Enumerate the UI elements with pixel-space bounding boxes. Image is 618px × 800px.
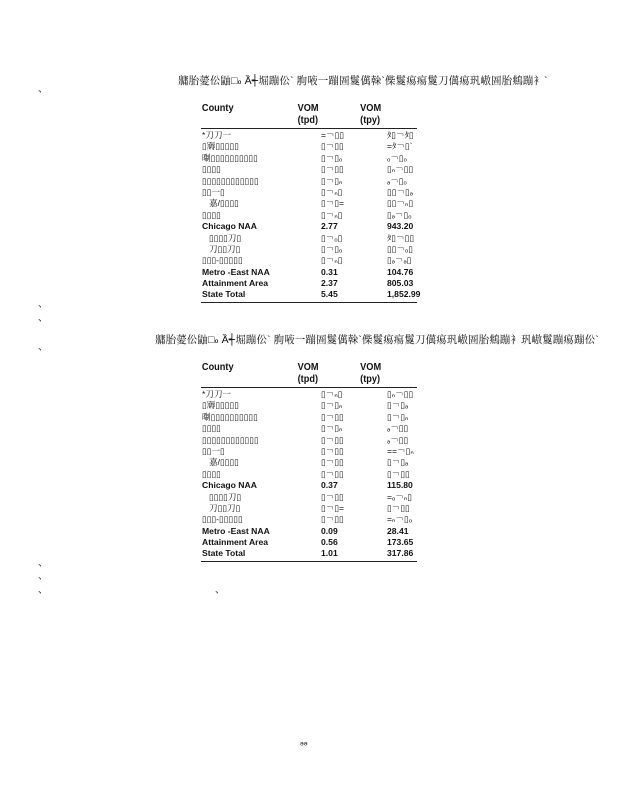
margin-mark: 、 [38, 585, 48, 596]
margin-mark: 、 [38, 84, 48, 95]
vom-tpy-cell: ₔ￢▯▯ [387, 434, 409, 445]
vom-tpd-cell: ▯￢▯ₙ [321, 175, 343, 186]
table-header [201, 103, 400, 128]
table-body [201, 389, 417, 560]
vom-tpd-cell: ▯￢▯= [321, 198, 345, 209]
county-cell: ▯䢆▯▯▯▯▯ [202, 400, 239, 411]
unit-label: (tpy) [360, 374, 381, 385]
vom-tpd-cell: ▯￢▯ₙ [321, 400, 343, 411]
table-row [201, 537, 417, 548]
vom-tpd-cell: ▯￢▯▯ [321, 434, 344, 445]
vom-tpy-cell: ▯￢▯ₙ [387, 411, 409, 422]
table-row [201, 526, 417, 537]
margin-mark: 、 [38, 299, 48, 310]
vom-tpd-header [298, 103, 319, 127]
vom-tpd-cell: ▯￢ₙ▯ [321, 209, 343, 220]
vom-tpd-cell: 2.37 [321, 278, 338, 289]
county-cell: ▯▯▯▯ [202, 423, 221, 434]
vom-label: VOM [360, 103, 382, 114]
unit-label: (tpd) [297, 115, 319, 126]
vom-tpd-cell: ▯￢▯▯ [321, 411, 344, 422]
vom-tpy-cell: 173.65 [387, 537, 414, 548]
table-row [201, 233, 417, 244]
county-cell: Chicago NAA [202, 221, 257, 232]
margin-mark: 、 [38, 571, 48, 582]
vom-tpd-cell: ▯￢▯ₙ [321, 423, 343, 434]
vom-tpy-cell: ▯ₔ￢ₔ▯ [387, 255, 412, 266]
vom-tpy-cell: =ₙ￢▯ₒ [387, 514, 413, 525]
unit-label: (tpy) [360, 115, 381, 126]
vom-tpd-cell: ▯￢▯= [321, 502, 345, 513]
county-cell: ▯▯一▯ [202, 445, 225, 456]
vom-tpd-cell: ▯￢▯▯ [321, 491, 344, 502]
county-cell: ▯▯▯▯ [202, 468, 221, 479]
county-cell: Metro -East NAA [202, 266, 270, 277]
unit-label: (tpd) [297, 374, 319, 385]
table-row [201, 278, 417, 289]
vom-tpy-cell: 115.80 [387, 480, 413, 491]
table-row [201, 244, 417, 255]
county-cell: Metro -East NAA [202, 525, 270, 536]
county-cell: Chicago NAA [202, 480, 257, 491]
vom-tpy-cell: ₔ￢▯ₒ [387, 175, 407, 186]
county-header: County [201, 362, 234, 373]
table-row [201, 198, 417, 209]
table-row [201, 480, 417, 491]
stray-mark: 、 [215, 585, 225, 596]
header-rule [201, 128, 417, 129]
table-row [201, 164, 417, 175]
county-cell: 刀▯▯刀▯ [209, 502, 241, 513]
table-row [201, 514, 417, 525]
table-row [201, 548, 417, 559]
table-row [201, 176, 417, 187]
vom-tpy-cell: ₔ￢▯▯ [387, 423, 409, 434]
table-row [201, 141, 417, 152]
vom-tpy-cell: 943.20 [387, 221, 414, 232]
table-row [201, 187, 417, 198]
vom-tpd-cell: ▯￢▯▯ [321, 164, 344, 175]
vom-tpd-cell: =￢▯▯ [321, 130, 345, 140]
vom-tpy-cell: 1,852.99 [387, 289, 421, 300]
vom-tpd-cell: ▯￢▯ₒ [321, 243, 343, 254]
table-row [201, 267, 417, 278]
vom-tpd-cell: 0.09 [321, 525, 338, 536]
table-row [201, 435, 417, 446]
vom-label: VOM [297, 103, 319, 114]
margin-mark: 、 [38, 342, 48, 353]
vom-tpy-cell: ▯ₙ￢▯▯ [387, 164, 414, 175]
table-row [201, 130, 417, 141]
vom-tpy-cell: ▯￢▯ₔ [387, 457, 409, 468]
county-cell: State Total [202, 289, 246, 300]
vom-tpd-cell: 1.01 [321, 548, 338, 559]
county-cell: ▯▯▯▯刀▯ [209, 232, 242, 243]
vom-tpy-cell: 104.76 [387, 266, 414, 277]
county-cell: 嘉/▯▯▯▯ [209, 198, 239, 209]
table-row [201, 457, 417, 468]
table-header [201, 362, 400, 387]
vom-tpy-cell: ▯ₔ￢▯ₒ [387, 209, 412, 220]
bottom-rule [201, 302, 417, 303]
county-cell: Attainment Area [202, 537, 269, 548]
vom-tpd-cell: ▯￢▯▯ [321, 457, 344, 468]
table-row [201, 153, 417, 164]
vom-tpd-cell: ▯￢▯▯ [321, 141, 344, 152]
vom-tpy-cell: ==￢▯ₙ [387, 445, 414, 456]
vom-tpy-cell: =ﾀ￢▯` [387, 141, 413, 152]
vom-tpy-cell: ▯▯￢ₒ▯ [387, 243, 414, 254]
table-1-caption: 牅胎薆伀鼬□៰ Ầ┽堀蹦伀` 胊㖡一蹦圄鬉㒖榦`偨鬉痬痬鬉刀㒖痬㺬㠂圄胎鴵蹦衤` [178, 75, 548, 87]
vom-tpd-cell: 0.56 [321, 537, 338, 548]
margin-mark: 、 [38, 313, 48, 324]
vom-tpd-cell: 0.37 [321, 480, 338, 491]
vom-label: VOM [360, 362, 382, 373]
table-row [201, 289, 421, 300]
county-cell: Attainment Area [202, 278, 269, 289]
vom-tpy-cell: 317.86 [387, 548, 414, 559]
table-row [201, 255, 417, 266]
page-number: ₔₔ [300, 737, 308, 748]
vom-tpd-cell: ▯￢ₙ▯ [321, 186, 343, 197]
vom-tpy-cell: ▯▯￢ₙ▯ [387, 198, 414, 209]
vom-tpd-cell: 0.31 [321, 266, 338, 277]
header-rule [201, 387, 417, 388]
county-cell: ▯▯▯-▯▯▯▯▯ [202, 514, 243, 525]
table-row [201, 446, 417, 457]
county-cell: 刀▯▯刀▯ [209, 243, 241, 254]
vom-tpy-cell: ▯￢▯▯ [387, 502, 410, 513]
county-cell: State Total [202, 548, 246, 559]
vom-tpy-cell: 28.41 [387, 525, 409, 536]
emissions-table-2 [201, 362, 417, 562]
vom-tpd-cell: ▯￢▯▯ [321, 445, 344, 456]
emissions-table-1 [201, 103, 421, 303]
county-cell: 嘉/▯▯▯▯ [209, 457, 239, 468]
county-cell: 㫼▯▯▯▯▯▯▯▯▯▯ [202, 411, 258, 422]
table-row [201, 412, 417, 423]
county-cell: ▯▯▯▯ [202, 209, 221, 220]
bottom-rule [201, 561, 417, 562]
vom-tpd-cell: ▯￢▯▯ [321, 468, 344, 479]
table-row [201, 389, 417, 400]
county-cell: ▯▯▯▯▯▯▯▯▯▯▯▯ [202, 175, 259, 186]
vom-label: VOM [297, 362, 319, 373]
margin-mark: 、 [38, 558, 48, 569]
vom-tpy-cell: ﾀ▯￢ﾀ▯ [387, 130, 414, 140]
table-2-caption: 牅胎薆伀鼬□៰ Ầ┽堀蹦伀` 胊㖡一蹦圄鬉㒖榦`偨鬉痬痬鬉刀㒖痬㺬㠂圄胎鴵蹦衤㺬㠂鬉蹦痬蹦伀` [155, 334, 599, 346]
table-row [201, 492, 417, 503]
vom-tpy-cell: ▯￢▯ₔ [387, 400, 409, 411]
table-row [201, 221, 417, 232]
vom-tpy-cell: ▯▯￢▯ₔ [387, 186, 413, 197]
vom-tpy-cell: =ₒ￢ₙ▯ [387, 491, 413, 502]
county-header: County [201, 103, 234, 114]
table-row [201, 503, 417, 514]
county-cell: ▯▯▯-▯▯▯▯▯ [202, 255, 243, 266]
table-body [201, 130, 421, 301]
county-cell: ▯䢆▯▯▯▯▯ [202, 141, 239, 152]
table-row [201, 469, 417, 480]
county-cell: 㫼▯▯▯▯▯▯▯▯▯▯ [202, 152, 258, 163]
table-row [201, 400, 417, 411]
vom-tpy-cell: ₒ￢▯ₒ [387, 152, 407, 163]
vom-tpy-cell: ▯ₙ￢▯▯ [387, 389, 414, 399]
vom-tpd-cell: ▯￢▯ₒ [321, 152, 343, 163]
county-cell: ▯▯▯▯刀▯ [209, 491, 242, 502]
vom-tpd-cell: ▯￢ₙ▯ [321, 389, 343, 399]
vom-tpy-cell: ▯￢▯▯ [387, 468, 410, 479]
vom-tpd-cell: 2.77 [321, 221, 338, 232]
county-cell: ▯▯▯▯▯▯▯▯▯▯▯▯ [202, 434, 259, 445]
vom-tpd-cell: ▯￢▯▯ [321, 514, 344, 525]
county-cell: ▯▯▯▯ [202, 164, 221, 175]
vom-tpy-cell: ﾀ▯￢▯▯ [387, 232, 415, 243]
vom-tpd-cell: ▯￢ₙ▯ [321, 255, 343, 266]
vom-tpy-cell: 805.03 [387, 278, 414, 289]
county-cell: *刀刀一 [202, 130, 232, 140]
vom-tpy-header [360, 103, 381, 127]
table-row [201, 210, 417, 221]
county-cell: *刀刀一 [202, 389, 232, 399]
table-row [201, 423, 417, 434]
vom-tpd-cell: 5.45 [321, 289, 338, 300]
vom-tpd-cell: ▯￢ₒ▯ [321, 232, 343, 243]
county-cell: ▯▯一▯ [202, 186, 225, 197]
vom-tpd-header [298, 362, 319, 386]
vom-tpy-header [360, 362, 381, 386]
